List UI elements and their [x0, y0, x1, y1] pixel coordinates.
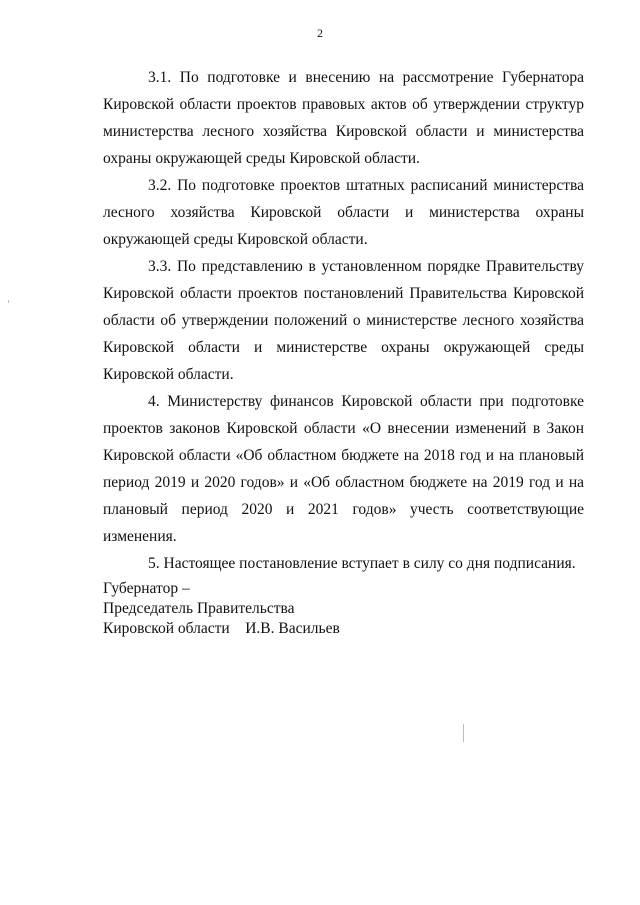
paragraph-3-2: 3.2. По подготовке проектов штатных расписаний министерства лесного хозяйства Кировской области и министерства охраны окружающей среды Кировской области.: [103, 177, 584, 248]
document-body: [103, 64, 584, 577]
paragraph-4: 4. Министерству финансов Кировской области при подготовке проектов законов Кировской области «О внесении изменений в Закон Кировской области «Об областном бюджете на 2018 год и на плановый период 2019 и 2020 годов» и «Об областном бюджете на 2019 год и на плановый период 2020 и 2021 годов» учесть соответствующие изменения.: [103, 393, 584, 545]
signature-block: [103, 579, 340, 639]
signature-title: Губернатор –: [103, 580, 190, 597]
signature-position: Председатель Правительства: [103, 600, 295, 617]
scan-artifact: [463, 724, 464, 742]
page-number: 2: [317, 26, 323, 40]
paragraph-3-3: 3.3. По представлению в установленном порядке Правительству Кировской области проектов постановлений Правительства Кировской области об утверждении положений о министерстве лесного хозяйства Кировской области и министерстве охраны окружающей среды Кировской области.: [103, 258, 584, 383]
paragraph-5: 5. Настоящее постановление вступает в силу со дня подписания.: [148, 555, 576, 572]
signature-name: Кировской области И.В. Васильев: [103, 620, 340, 637]
paragraph-3-1: 3.1. По подготовке и внесению на рассмотрение Губернатора Кировской области проектов правовых актов об утверждении структур министерства лесного хозяйства Кировской области и министерства охраны окружающей среды Кировской области.: [103, 69, 584, 167]
scan-artifact: [8, 300, 9, 303]
